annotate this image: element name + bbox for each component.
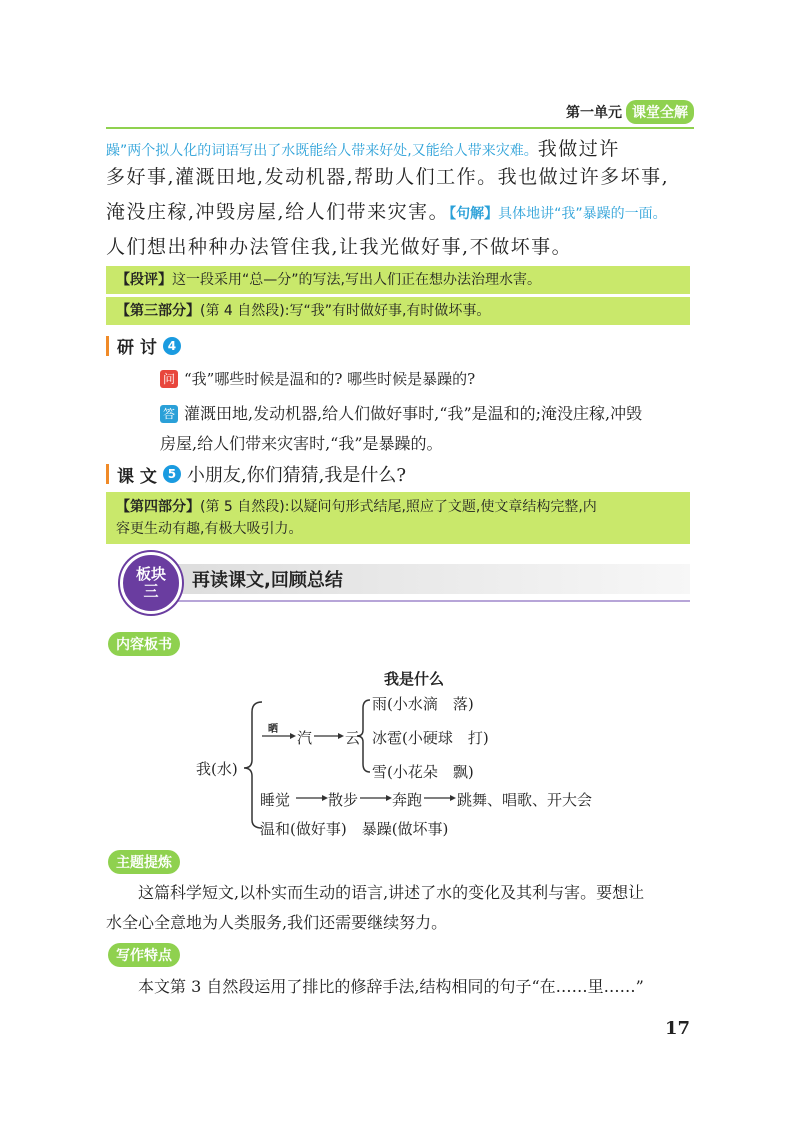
para-line-3: 人们想出种种办法管住我,让我光做好事,不做坏事。 xyxy=(106,236,573,258)
chain-dance: 跳舞、唱歌、开大会 xyxy=(457,791,593,809)
part4-bar xyxy=(106,492,690,544)
theme-text xyxy=(106,878,706,938)
kewen-label xyxy=(106,461,406,487)
para-line-2-text: 淹没庄稼,冲毁房屋,给人们带来灾害。 xyxy=(106,201,450,223)
yantao-text: 研 讨 xyxy=(117,338,157,358)
arrow-head-icon xyxy=(290,733,296,739)
orange-bar-icon xyxy=(106,336,109,356)
jujie-note xyxy=(449,206,667,222)
section-banner xyxy=(120,552,690,608)
board-diagram xyxy=(0,660,800,840)
top-note: 躁”两个拟人化的词语写出了水既能给人带来好处,又能给人带来灾难。 xyxy=(106,143,538,159)
para-line-1: 多好事,灌溉田地,发动机器,帮助人们工作。我也做过许多坏事, xyxy=(106,166,670,188)
qi-node: 汽 xyxy=(297,729,313,747)
answer-tag-icon: 答 xyxy=(160,405,178,423)
writing-line: 本文第 3 自然段运用了排比的修辞手法,结构相同的句子“在……里……” xyxy=(138,977,644,996)
arrow-head-icon xyxy=(450,795,456,801)
answer-line-1: 灌溉田地,发动机器,给人们做好事时,“我”是温和的;淹没庄稼,冲毁 xyxy=(184,404,643,423)
jujie-tag: 【句解】 xyxy=(449,206,499,222)
top-note-trail: 我做过许 xyxy=(537,138,620,160)
section-badge: 课堂全解 xyxy=(626,100,694,124)
banner-rule xyxy=(150,600,690,602)
jujie-text: 具体地讲“我”暴躁的一面。 xyxy=(498,206,667,222)
circled-number-icon: 4 xyxy=(163,337,181,355)
chain-walk: 散步 xyxy=(328,791,359,809)
shai-label: 晒 xyxy=(268,724,278,735)
part4-line-1: (第 5 自然段):以疑问句形式结尾,照应了文题,使文章结构完整,内 xyxy=(200,499,597,515)
para-line-2 xyxy=(106,195,696,230)
circled-number-icon: 5 xyxy=(163,465,181,483)
header-rule xyxy=(106,127,694,129)
diagram-bottom: 温和(做好事) 暴躁(做坏事) xyxy=(260,820,449,838)
question-text: “我”哪些时候是温和的? 哪些时候是暴躁的? xyxy=(184,370,476,388)
theme-pill: 主题提炼 xyxy=(108,850,180,874)
diagram-root: 我(水) xyxy=(196,760,238,778)
banner-badge: 板块三 xyxy=(120,552,182,614)
kewen-sentence: 小朋友,你们猜猜,我是什么? xyxy=(186,465,407,486)
part3-text: (第 4 自然段):写“我”有时做好事,有时做坏事。 xyxy=(200,303,491,319)
question-line xyxy=(160,368,475,389)
diagram-lines xyxy=(0,660,800,840)
question-tag-icon: 问 xyxy=(160,370,178,388)
content-pill: 内容板书 xyxy=(108,632,180,656)
chain-run: 奔跑 xyxy=(392,791,423,809)
banner-title: 再读课文,回顾总结 xyxy=(192,570,343,591)
branch-hail: 冰雹(小硬球 打) xyxy=(372,729,489,747)
part4-tag: 【第四部分】 xyxy=(116,499,200,515)
theme-line-1: 这篇科学短文,以朴实而生动的语言,讲述了水的变化及其利与害。要想让 xyxy=(138,883,645,902)
duanping-tag: 【段评】 xyxy=(116,272,172,288)
answer-line-2: 房屋,给人们带来灾害时,“我”是暴躁的。 xyxy=(160,434,443,453)
theme-line-2: 水全心全意地为人类服务,我们还需要继续努力。 xyxy=(106,913,448,932)
page-number: 17 xyxy=(664,1018,690,1039)
arrow-head-icon xyxy=(338,733,344,739)
running-header xyxy=(566,100,694,124)
unit-label: 第一单元 xyxy=(566,105,622,121)
duanping-bar xyxy=(106,266,690,294)
branch-snow: 雪(小花朵 飘) xyxy=(372,763,474,781)
answer-block xyxy=(160,399,642,459)
duanping-text: 这一段采用“总—分”的写法,写出人们正在想办法治理水害。 xyxy=(172,272,541,288)
yun-node: 云 xyxy=(345,729,361,747)
kewen-text-label: 课 文 xyxy=(117,466,157,487)
part4-line-2: 容更生动有趣,有极大吸引力。 xyxy=(116,521,303,537)
branch-rain: 雨(小水滴 落) xyxy=(372,695,474,713)
yantao-label xyxy=(106,333,181,358)
part3-bar xyxy=(106,297,690,325)
chain-sleep: 睡觉 xyxy=(260,791,291,809)
part3-tag: 【第三部分】 xyxy=(116,303,200,319)
writing-pill: 写作特点 xyxy=(108,943,180,967)
orange-bar-icon xyxy=(106,464,109,484)
diagram-title: 我是什么 xyxy=(384,670,445,688)
